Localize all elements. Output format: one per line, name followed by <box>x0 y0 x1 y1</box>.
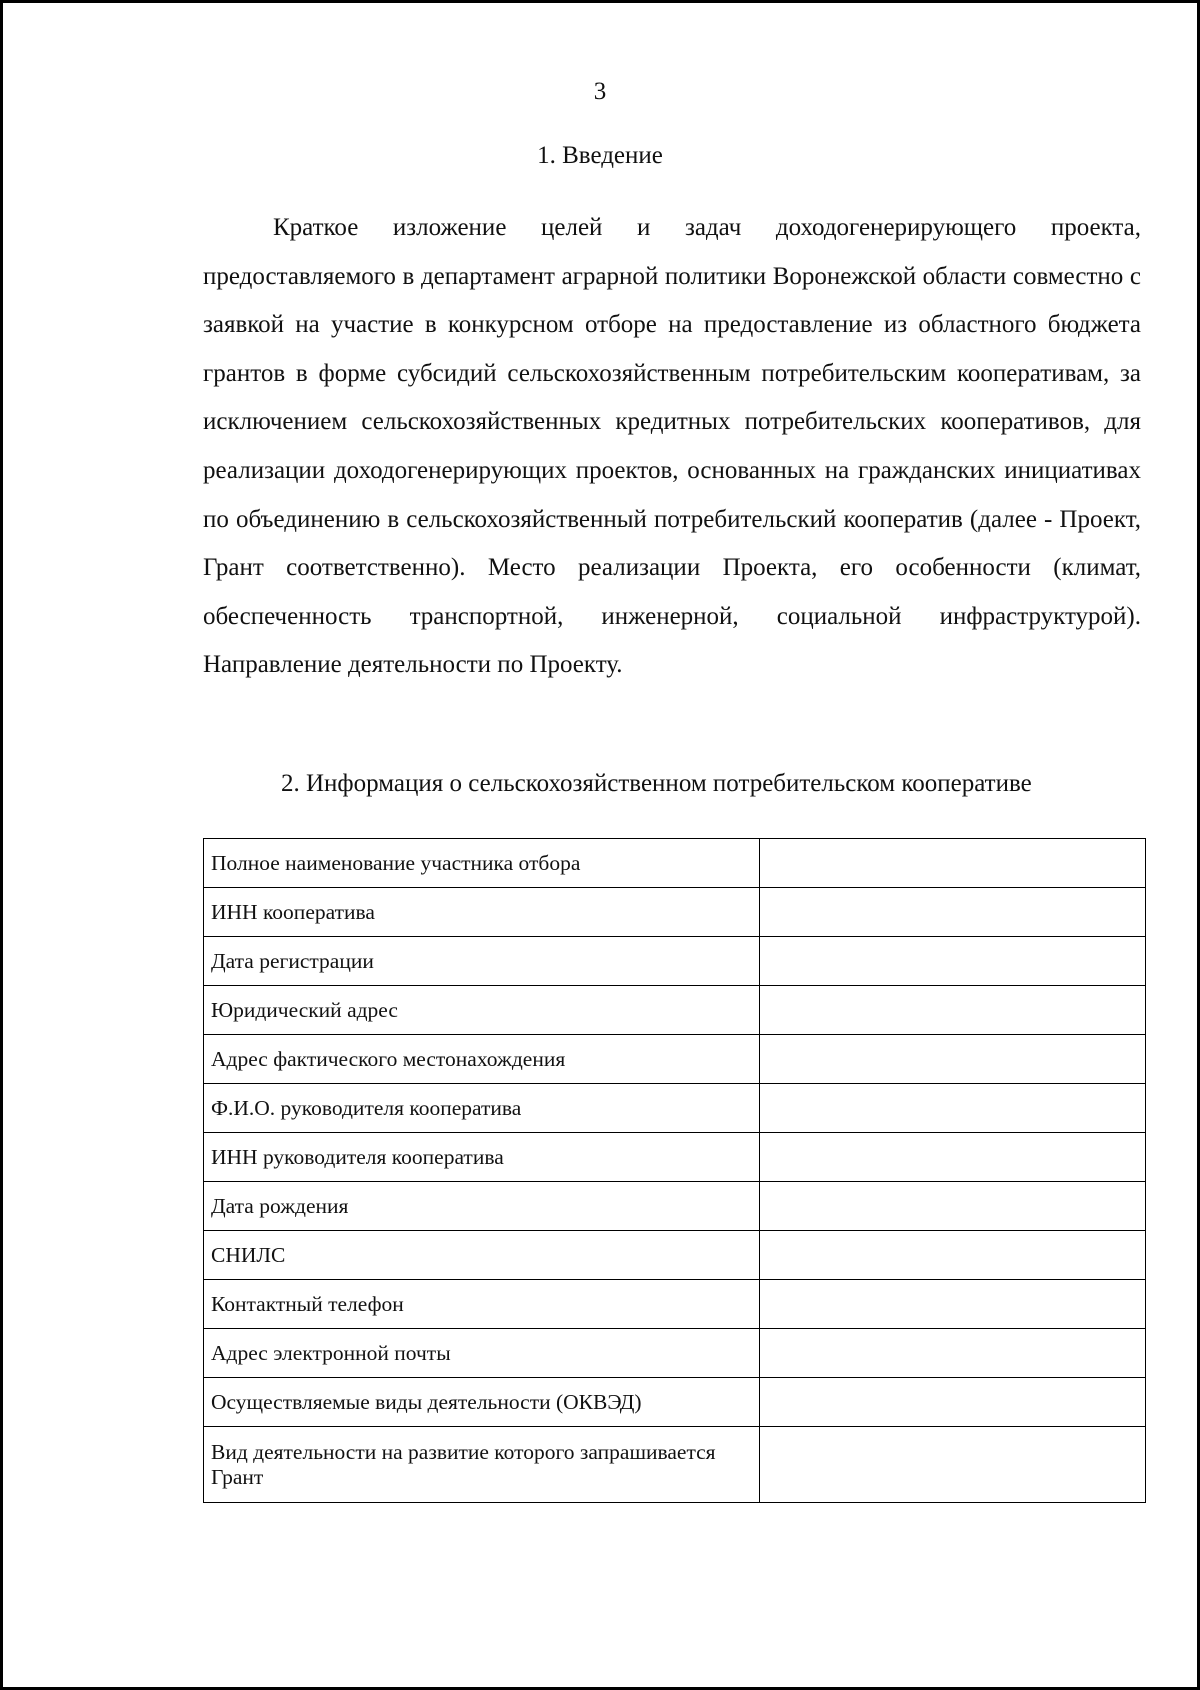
table-row-value <box>759 1427 1145 1503</box>
table-row <box>204 1427 1146 1503</box>
table-row-label: ИНН руководителя кооператива <box>204 1133 760 1182</box>
table-row <box>204 986 1146 1035</box>
table-row-value <box>759 888 1145 937</box>
table-row-label: Вид деятельности на развитие которого запрашивается Грант <box>204 1427 760 1503</box>
table-row-value <box>759 1329 1145 1378</box>
table-row-label: Адрес электронной почты <box>204 1329 760 1378</box>
table-row <box>204 937 1146 986</box>
table-row-value <box>759 1231 1145 1280</box>
table-row <box>204 1035 1146 1084</box>
table-row <box>204 1084 1146 1133</box>
table-row-label: ИНН кооператива <box>204 888 760 937</box>
table-row-value <box>759 937 1145 986</box>
table-row-value <box>759 1084 1145 1133</box>
table-row <box>204 839 1146 888</box>
table-row <box>204 1133 1146 1182</box>
table-row-label: Контактный телефон <box>204 1280 760 1329</box>
table-row <box>204 1231 1146 1280</box>
page-number: 3 <box>593 78 607 105</box>
table-row-label: Дата рождения <box>204 1182 760 1231</box>
table-row-value <box>759 1182 1145 1231</box>
table-row <box>204 1378 1146 1427</box>
table-row-value <box>759 1280 1145 1329</box>
table-row-value <box>759 1378 1145 1427</box>
table-row <box>204 888 1146 937</box>
table-row-label: Дата регистрации <box>204 937 760 986</box>
table-row-label: Полное наименование участника отбора <box>204 839 760 888</box>
table-row-value <box>759 986 1145 1035</box>
table-row-label: Юридический адрес <box>204 986 760 1035</box>
table-row <box>204 1329 1146 1378</box>
section-title-cooperative-info: 2. Информация о сельскохозяйственном потребительском кооперативе <box>281 770 1032 797</box>
table-row-value <box>759 839 1145 888</box>
table-row <box>204 1182 1146 1231</box>
table-row-label: Осуществляемые виды деятельности (ОКВЭД) <box>204 1378 760 1427</box>
table-row-label: Ф.И.О. руководителя кооператива <box>204 1084 760 1133</box>
table-row-label: СНИЛС <box>204 1231 760 1280</box>
table-row <box>204 1280 1146 1329</box>
cooperative-info-table <box>203 838 1146 1503</box>
introduction-paragraph: Краткое изложение целей и задач доходогенерирующего проекта, предоставляемого в департамент аграрной политики Воронежской области совместно с заявкой на участие в конкурсном отборе на предоставление из областного бюджета грантов в форме субсидий сельскохозяйственным потребительским кооперативам, за исключением сельскохозяйственных кредитных потребительских кооперативов, для реализации доходогенерирующих проектов, основанных на гражданских инициативах по объединению в сельскохозяйственный потребительский кооператив (далее - Проект, Грант соответственно). Место реализации Проекта, его особенности (климат, обеспеченность транспортной, инженерной, социальной инфраструктурой). Направление деятельности по Проекту. <box>203 214 1141 679</box>
table-row-value <box>759 1133 1145 1182</box>
table-row-value <box>759 1035 1145 1084</box>
table-row-label: Адрес фактического местонахождения <box>204 1035 760 1084</box>
section-title-introduction: 1. Введение <box>537 142 663 169</box>
